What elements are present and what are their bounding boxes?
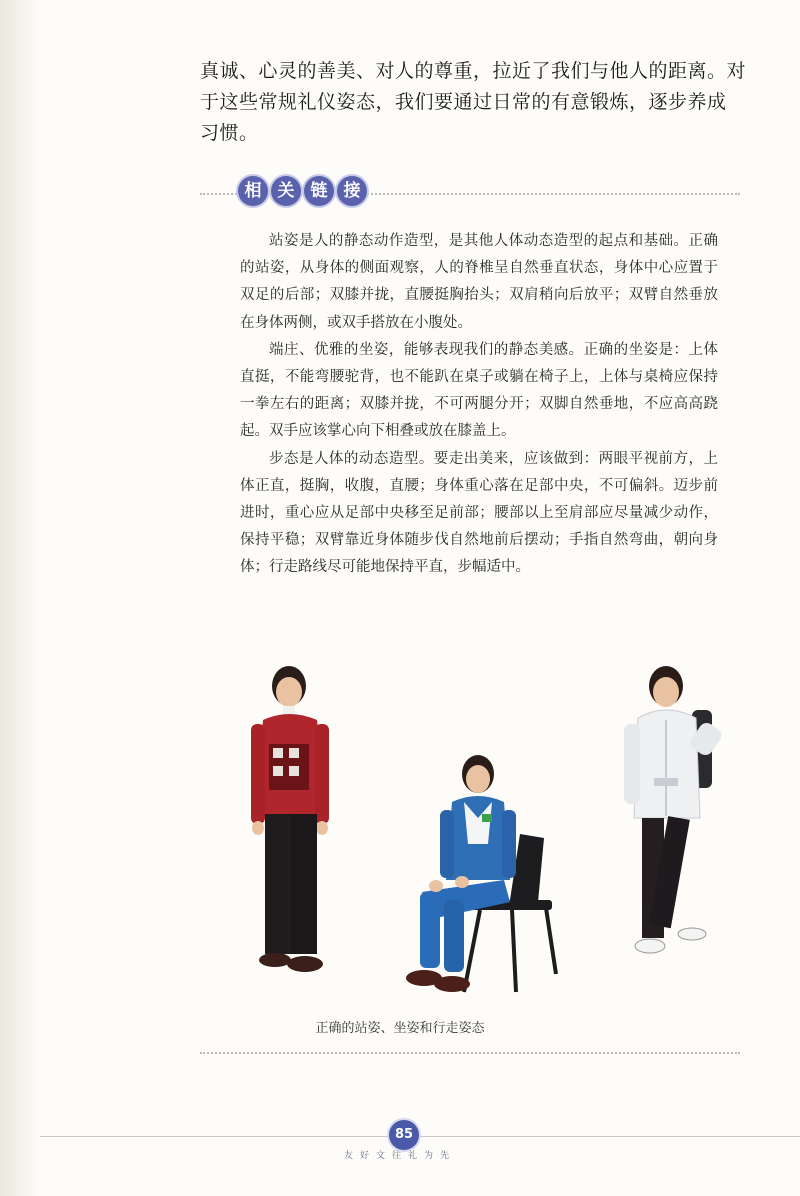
intro-line-3: 习惯。 xyxy=(200,122,259,144)
section-heading-char: 关 xyxy=(271,176,301,206)
intro-line-1: 真诚、心灵的善美、对人的尊重，拉近了我们与他人的距离。对 xyxy=(200,60,747,82)
running-footer-title: 友好文往礼为先 xyxy=(343,1151,456,1161)
page-number-badge: 85 xyxy=(389,1120,419,1150)
section-bottom-divider xyxy=(200,1052,740,1054)
section-heading-char: 链 xyxy=(304,176,334,206)
photo-standing-girl xyxy=(245,662,340,980)
footer-rule xyxy=(40,1136,800,1137)
paragraph-walking-posture: 步态是人体的动态造型。要走出美来，应该做到：两眼平视前方，上体正直，挺胸，收腹，直腰；身体重心落在足部中央，不可偏斜。迈步前进时，重心应从足部中央移至足前部；腰部以上至肩部应尽量减少动作，保持平稳；双臂靠近身体随步伐自然地前后摆动；手指自然弯曲，朝向身体；行走路线尽可能地保持平直，步幅适中。 xyxy=(240,450,718,576)
section-heading-char: 相 xyxy=(238,176,268,206)
photo-walking-girl xyxy=(620,662,728,962)
intro-line-2: 于这些常规礼仪姿态，我们要通过日常的有意锻炼，逐步养成 xyxy=(200,91,727,113)
intro-text xyxy=(200,56,755,149)
figure-caption: 正确的站姿、坐姿和行走姿态 xyxy=(315,1021,485,1036)
section-heading-char: 接 xyxy=(337,176,367,206)
section-heading-related-links xyxy=(238,176,367,206)
paragraph-sitting-posture: 端庄、优雅的坐姿，能够表现我们的静态美感。正确的坐姿是：上体直挺，不能弯腰驼背，也不能趴在桌子或躺在椅子上，上体与桌椅应保持一拳左右的距离；双膝并拢，不可两腿分开；双脚自然垂地，不应高高跷起。双手应该掌心向下相叠或放在膝盖上。 xyxy=(240,341,718,440)
photo-sitting-girl xyxy=(392,752,562,1000)
paragraph-standing-posture: 站姿是人的静态动作造型，是其他人体动态造型的起点和基础。正确的站姿，从身体的侧面观察，人的脊椎呈自然垂直状态，身体中心应置于双足的后部；双膝并拢，直腰挺胸抬头；双肩稍向后放平；双臂自然垂放在身体两侧，或双手搭放在小腹处。 xyxy=(240,233,718,331)
related-links-body xyxy=(240,228,718,582)
